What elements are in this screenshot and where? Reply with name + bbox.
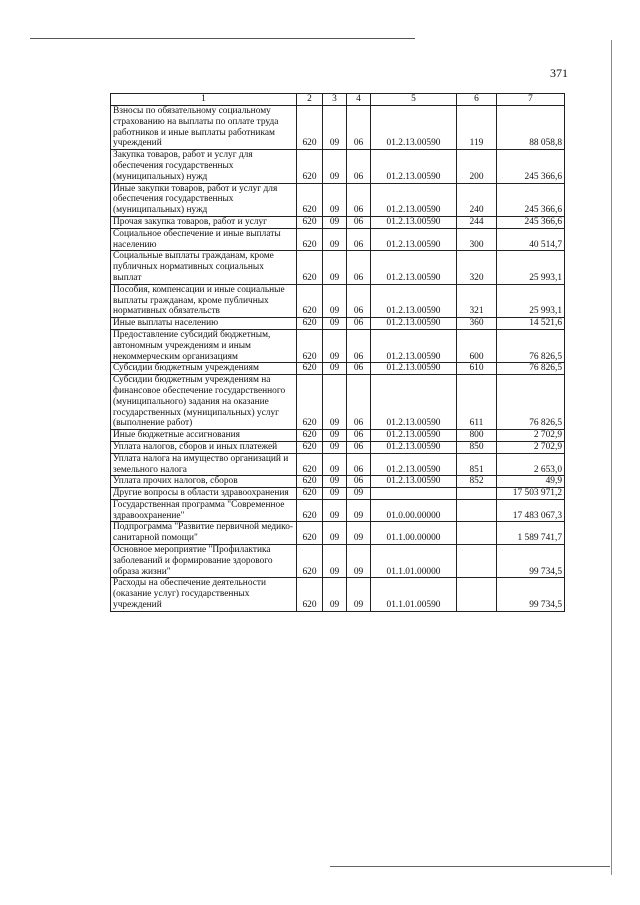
- row-value-cell: 01.2.13.00590: [371, 228, 457, 251]
- row-value-cell: 17 503 971,2: [497, 488, 565, 500]
- row-name-cell: Уплата прочих налогов, сборов: [111, 476, 297, 488]
- row-value-cell: [371, 488, 457, 500]
- row-value-cell: 610: [457, 363, 497, 375]
- row-value-cell: 320: [457, 251, 497, 284]
- row-value-cell: 76 826,5: [497, 375, 565, 430]
- row-value-cell: 49,9: [497, 476, 565, 488]
- row-value-cell: 40 514,7: [497, 228, 565, 251]
- row-value-cell: 76 826,5: [497, 329, 565, 362]
- row-value-cell: 01.2.13.00590: [371, 150, 457, 183]
- row-name-cell: Субсидии бюджетным учреждениям на финансовое обеспечение государственного (муниципального) задания на оказание государственных (муниципальных) услуг (выполнение работ): [111, 375, 297, 430]
- row-name-cell: Предоставление субсидий бюджетным, автономным учреждениям и иным некоммерческим организациям: [111, 329, 297, 362]
- table-row: [111, 251, 565, 284]
- row-value-cell: 01.2.13.00590: [371, 183, 457, 216]
- row-value-cell: 09: [323, 375, 347, 430]
- row-value-cell: 99 734,5: [497, 545, 565, 578]
- table-row: [111, 441, 565, 453]
- row-value-cell: 06: [347, 430, 371, 442]
- row-name-cell: Пособия, компенсации и иные социальные выплаты гражданам, кроме публичных нормативных обязательств: [111, 284, 297, 317]
- row-value-cell: 01.2.13.00590: [371, 375, 457, 430]
- row-value-cell: 06: [347, 441, 371, 453]
- row-value-cell: 01.2.13.00590: [371, 106, 457, 150]
- row-value-cell: 09: [323, 522, 347, 545]
- row-name-cell: Иные выплаты населению: [111, 318, 297, 330]
- row-value-cell: 09: [323, 251, 347, 284]
- row-name-cell: Социальные выплаты гражданам, кроме публичных нормативных социальных выплат: [111, 251, 297, 284]
- row-value-cell: 01.2.13.00590: [371, 216, 457, 228]
- row-value-cell: 01.1.00.00000: [371, 522, 457, 545]
- row-value-cell: 01.1.01.00590: [371, 578, 457, 611]
- row-value-cell: 800: [457, 430, 497, 442]
- row-value-cell: 06: [347, 106, 371, 150]
- row-name-cell: Субсидии бюджетным учреждениям: [111, 363, 297, 375]
- row-value-cell: 600: [457, 329, 497, 362]
- row-name-cell: Государственная программа "Современное здравоохранение": [111, 499, 297, 522]
- row-value-cell: 09: [323, 363, 347, 375]
- row-value-cell: 01.2.13.00590: [371, 430, 457, 442]
- table-row: [111, 106, 565, 150]
- row-value-cell: 06: [347, 476, 371, 488]
- row-value-cell: 620: [297, 216, 323, 228]
- row-value-cell: 14 521,6: [497, 318, 565, 330]
- row-value-cell: 09: [347, 499, 371, 522]
- row-value-cell: 25 993,1: [497, 251, 565, 284]
- table-row: [111, 183, 565, 216]
- table-row: [111, 216, 565, 228]
- column-header: 5: [371, 94, 457, 106]
- row-value-cell: 620: [297, 318, 323, 330]
- row-name-cell: Закупка товаров, работ и услуг для обеспечения государственных (муниципальных) нужд: [111, 150, 297, 183]
- row-value-cell: 620: [297, 430, 323, 442]
- row-value-cell: 09: [323, 476, 347, 488]
- row-value-cell: 245 366,6: [497, 183, 565, 216]
- row-value-cell: 01.2.13.00590: [371, 284, 457, 317]
- table-row: [111, 499, 565, 522]
- row-value-cell: 09: [347, 578, 371, 611]
- row-value-cell: 06: [347, 318, 371, 330]
- row-value-cell: 200: [457, 150, 497, 183]
- column-header: 1: [111, 94, 297, 106]
- row-value-cell: 245 366,6: [497, 150, 565, 183]
- row-value-cell: 09: [323, 318, 347, 330]
- row-value-cell: 360: [457, 318, 497, 330]
- row-name-cell: Уплата налогов, сборов и иных платежей: [111, 441, 297, 453]
- row-value-cell: 09: [323, 106, 347, 150]
- table-row: [111, 329, 565, 362]
- row-value-cell: 09: [347, 488, 371, 500]
- row-value-cell: 620: [297, 106, 323, 150]
- row-value-cell: 09: [323, 545, 347, 578]
- row-value-cell: 620: [297, 545, 323, 578]
- row-value-cell: 1 589 741,7: [497, 522, 565, 545]
- row-name-cell: Расходы на обеспечение деятельности (оказание услуг) государственных учреждений: [111, 578, 297, 611]
- row-value-cell: 99 734,5: [497, 578, 565, 611]
- row-value-cell: 06: [347, 251, 371, 284]
- row-value-cell: [457, 578, 497, 611]
- row-value-cell: [457, 545, 497, 578]
- table-row: [111, 578, 565, 611]
- row-value-cell: 2 702,9: [497, 430, 565, 442]
- row-name-cell: Другие вопросы в области здравоохранения: [111, 488, 297, 500]
- row-value-cell: 2 702,9: [497, 441, 565, 453]
- row-value-cell: 25 993,1: [497, 284, 565, 317]
- row-value-cell: 06: [347, 375, 371, 430]
- row-value-cell: 01.2.13.00590: [371, 441, 457, 453]
- column-header: 3: [323, 94, 347, 106]
- row-value-cell: 76 826,5: [497, 363, 565, 375]
- row-value-cell: 09: [323, 183, 347, 216]
- row-value-cell: 09: [323, 216, 347, 228]
- row-value-cell: 06: [347, 363, 371, 375]
- row-name-cell: Иные закупки товаров, работ и услуг для обеспечения государственных (муниципальных) нужд: [111, 183, 297, 216]
- page-number: 371: [550, 66, 568, 80]
- row-value-cell: [457, 488, 497, 500]
- row-value-cell: 06: [347, 183, 371, 216]
- row-value-cell: 620: [297, 284, 323, 317]
- row-value-cell: 09: [323, 430, 347, 442]
- row-value-cell: 88 058,8: [497, 106, 565, 150]
- table-row: [111, 488, 565, 500]
- row-value-cell: 611: [457, 375, 497, 430]
- column-header: 2: [297, 94, 323, 106]
- row-value-cell: 620: [297, 499, 323, 522]
- table-row: [111, 522, 565, 545]
- row-value-cell: 620: [297, 375, 323, 430]
- row-value-cell: 620: [297, 476, 323, 488]
- row-value-cell: [457, 499, 497, 522]
- row-name-cell: Основное мероприятие "Профилактика заболеваний и формирование здорового образа жизни": [111, 545, 297, 578]
- row-value-cell: 09: [323, 228, 347, 251]
- table-row: [111, 430, 565, 442]
- row-value-cell: 01.2.13.00590: [371, 329, 457, 362]
- column-header: 7: [497, 94, 565, 106]
- row-value-cell: 09: [323, 578, 347, 611]
- row-value-cell: 01.2.13.00590: [371, 318, 457, 330]
- row-value-cell: 2 653,0: [497, 453, 565, 476]
- row-value-cell: 01.2.13.00590: [371, 476, 457, 488]
- row-value-cell: 620: [297, 150, 323, 183]
- row-value-cell: 119: [457, 106, 497, 150]
- row-value-cell: 01.2.13.00590: [371, 363, 457, 375]
- row-value-cell: 06: [347, 329, 371, 362]
- row-name-cell: Подпрограмма "Развитие первичной медико-санитарной помощи": [111, 522, 297, 545]
- scan-edge-right: [611, 40, 612, 875]
- row-name-cell: Уплата налога на имущество организаций и земельного налога: [111, 453, 297, 476]
- row-name-cell: Социальное обеспечение и иные выплаты населению: [111, 228, 297, 251]
- row-name-cell: Иные бюджетные ассигнования: [111, 430, 297, 442]
- row-value-cell: 620: [297, 329, 323, 362]
- row-value-cell: 06: [347, 284, 371, 317]
- row-value-cell: 620: [297, 251, 323, 284]
- row-value-cell: 620: [297, 522, 323, 545]
- table-row: [111, 453, 565, 476]
- row-value-cell: 09: [323, 453, 347, 476]
- table-row: [111, 375, 565, 430]
- row-value-cell: 620: [297, 228, 323, 251]
- row-value-cell: 300: [457, 228, 497, 251]
- row-value-cell: 09: [323, 329, 347, 362]
- row-value-cell: 17 483 067,3: [497, 499, 565, 522]
- budget-table: [110, 93, 565, 612]
- row-value-cell: 240: [457, 183, 497, 216]
- row-value-cell: 321: [457, 284, 497, 317]
- table-row: [111, 228, 565, 251]
- table-row: [111, 476, 565, 488]
- row-value-cell: 09: [323, 499, 347, 522]
- scan-edge-bottom: [330, 866, 610, 867]
- row-value-cell: 244: [457, 216, 497, 228]
- row-value-cell: 09: [323, 150, 347, 183]
- table-header-row: [111, 94, 565, 106]
- row-value-cell: 09: [323, 284, 347, 317]
- row-value-cell: 01.2.13.00590: [371, 453, 457, 476]
- row-value-cell: 01.1.01.00000: [371, 545, 457, 578]
- row-value-cell: 06: [347, 228, 371, 251]
- row-value-cell: 06: [347, 216, 371, 228]
- row-value-cell: 620: [297, 578, 323, 611]
- row-value-cell: 851: [457, 453, 497, 476]
- row-value-cell: 01.2.13.00590: [371, 251, 457, 284]
- row-value-cell: [457, 522, 497, 545]
- scan-edge-top: [30, 38, 415, 39]
- row-value-cell: 06: [347, 150, 371, 183]
- row-value-cell: 09: [347, 545, 371, 578]
- row-value-cell: 620: [297, 183, 323, 216]
- row-value-cell: 620: [297, 453, 323, 476]
- table-row: [111, 545, 565, 578]
- table-row: [111, 363, 565, 375]
- row-value-cell: 620: [297, 488, 323, 500]
- row-value-cell: 09: [323, 441, 347, 453]
- row-value-cell: 245 366,6: [497, 216, 565, 228]
- table-row: [111, 318, 565, 330]
- column-header: 6: [457, 94, 497, 106]
- row-value-cell: 09: [323, 488, 347, 500]
- row-value-cell: 01.0.00.00000: [371, 499, 457, 522]
- row-name-cell: Прочая закупка товаров, работ и услуг: [111, 216, 297, 228]
- row-value-cell: 620: [297, 441, 323, 453]
- row-value-cell: 06: [347, 453, 371, 476]
- table-row: [111, 284, 565, 317]
- row-value-cell: 850: [457, 441, 497, 453]
- row-value-cell: 852: [457, 476, 497, 488]
- column-header: 4: [347, 94, 371, 106]
- row-value-cell: 09: [347, 522, 371, 545]
- row-value-cell: 620: [297, 363, 323, 375]
- row-name-cell: Взносы по обязательному социальному страхованию на выплаты по оплате труда работников и иные выплаты работникам учреждений: [111, 106, 297, 150]
- table-row: [111, 150, 565, 183]
